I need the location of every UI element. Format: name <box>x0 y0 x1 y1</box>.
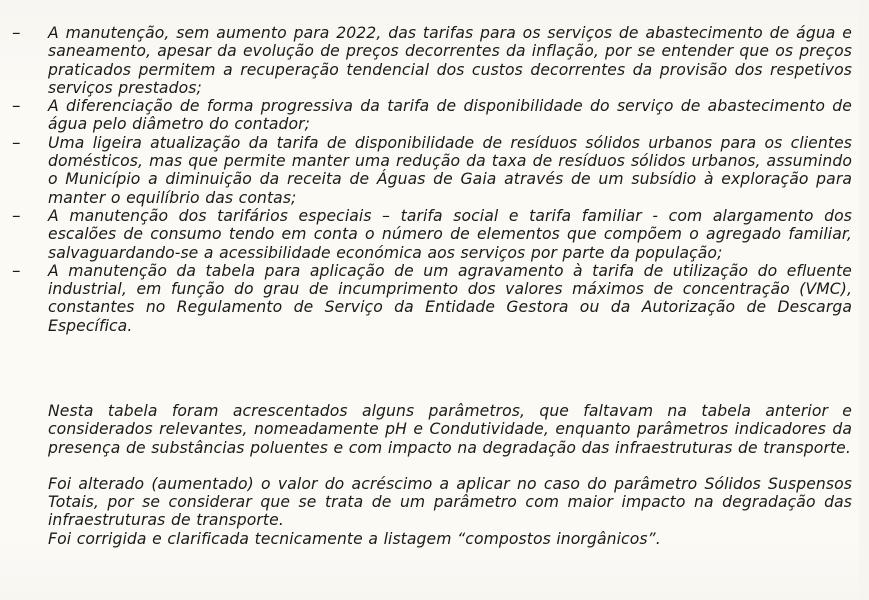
list-item <box>0 97 852 134</box>
list-item <box>0 134 852 207</box>
list-item-text: A manutenção dos tarifários especiais – tarifa social e tarifa familiar - com alargamento dos escalões de consumo tendo em conta o número de elementos que compõem o agregado familiar, salvaguardando-se a acessibilidade económica aos serviços por parte da população; <box>48 206 852 262</box>
list-item-text: A diferenciação de forma progressiva da tarifa de disponibilidade do serviço de abastecimento de água pelo diâmetro do contador; <box>48 97 852 134</box>
bullet-list <box>0 24 860 335</box>
dash-bullet-icon: – <box>12 96 21 117</box>
note-paragraph-solids: Foi alterado (aumentado) o valor do acréscimo a aplicar no caso do parâmetro Sólidos Suspensos Totais, por se considerar que se trata de um parâmetro com maior impacto na degradação das infraestruturas de transporte. <box>48 474 852 530</box>
paragraph-spacer <box>48 457 852 475</box>
note-paragraph-inorganic: Foi corrigida e clarificada tecnicamente a listagem “compostos inorgânicos”. <box>48 529 661 548</box>
dash-bullet-icon: – <box>12 260 21 281</box>
list-item <box>0 24 852 97</box>
list-item <box>0 207 852 262</box>
page-edge <box>859 0 869 600</box>
list-item <box>0 262 852 335</box>
note-paragraph-parameters: Nesta tabela foram acrescentados alguns parâmetros, que faltavam na tabela anterior e considerados relevantes, nomeadamente pH e Condutividade, enquanto parâmetros indicadores da presença de substâncias poluentes e com impacto na degradação das infraestruturas de transporte. <box>48 402 852 457</box>
dash-bullet-icon: – <box>12 23 21 43</box>
dash-bullet-icon: – <box>12 132 21 153</box>
list-item-text: A manutenção, sem aumento para 2022, das tarifas para os serviços de abastecimento de água e saneamento, apesar da evolução de preços decorrentes da inflação, por se entender que os preços praticados permitem a recuperação tendencial dos custos decorrentes da provisão dos respetivos serviços prestados; <box>48 24 852 97</box>
dash-bullet-icon: – <box>12 205 21 226</box>
list-item-text: Uma ligeira atualização da tarifa de disponibilidade de resíduos sólidos urbanos para os clientes domésticos, mas que permite manter uma redução da taxa de resíduos sólidos urbanos, assumindo o Município a diminuição da receita de Águas de Gaia através de um subsídio à exploração para manter o equilíbrio das contas; <box>48 133 852 207</box>
list-item-text: A manutenção da tabela para aplicação de um agravamento à tarifa de utilização do efluente industrial, em função do grau de incumprimento dos valores máximos de concentração (VMC), constantes no Regulamento de Serviço da Entidade Gestora ou da Autorização de Descarga Específica. <box>48 261 852 335</box>
notes-section <box>48 402 852 548</box>
